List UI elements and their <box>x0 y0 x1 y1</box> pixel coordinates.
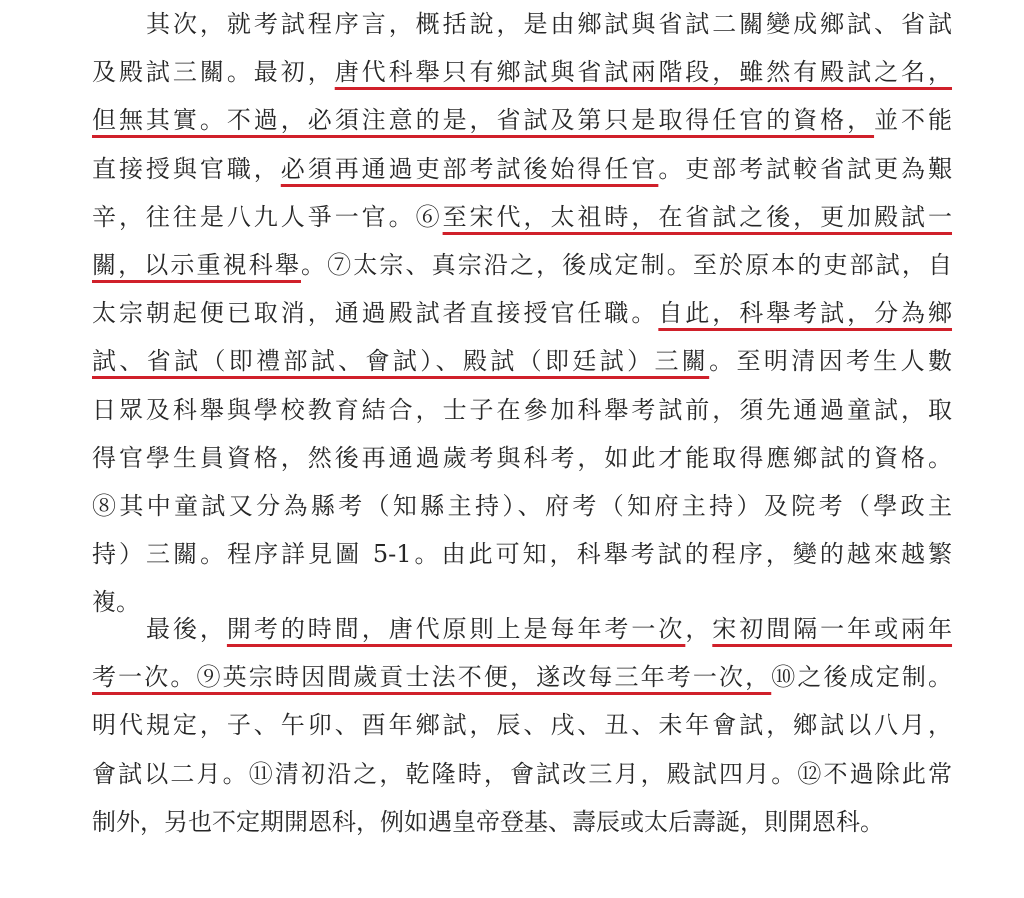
underlined-phrase: 至宋代，太祖時，在省試之後，更加殿試一 <box>442 202 953 231</box>
text-line <box>146 6 952 42</box>
text-segment: ⑩之後成定制。 <box>771 663 952 692</box>
underlined-phrase: 試、省試（即禮部試、會試）、殿試（即廷試）三關 <box>92 347 710 376</box>
text-segment: 直接授與官職， <box>92 154 281 183</box>
underlined-phrase: 關，以示重視科舉 <box>92 251 301 279</box>
text-segment: 。至明清因考生人數 <box>709 347 953 376</box>
underlined-phrase: 宋初間隔一年或兩年 <box>712 615 953 643</box>
underlined-phrase: 自此，科舉考試，分為鄉 <box>658 299 953 328</box>
text-line <box>92 151 952 187</box>
text-segment: 及殿試三關。最初， <box>92 58 335 87</box>
text-line <box>146 611 952 647</box>
text-line <box>92 199 952 235</box>
text-line <box>92 488 952 524</box>
text-line <box>92 247 952 283</box>
underlined-phrase: 考一次。⑨英宗時因間歲貢士法不便，遂改每三年考一次， <box>92 663 772 692</box>
text-segment: 太宗朝起便已取消，通過殿試者直接授官任職。 <box>92 299 659 328</box>
text-segment: 辛，往往是八九人爭一官。⑥ <box>92 202 443 231</box>
text-line <box>92 54 952 90</box>
text-segment: 持）三關。程序詳見圖 5-1。由此可知，科舉考試的程序，變的越來越繁 <box>92 540 952 569</box>
text-line <box>92 102 952 138</box>
text-segment: 制外，另也不定期開恩科，例如遇皇帝登基、壽辰或太后壽誕，則開恩科。 <box>92 807 884 836</box>
underlined-phrase: 但無其實。不過，必須注意的是，省試及第只是取得任官的資格， <box>92 106 875 135</box>
text-segment: 會試以二月。⑪清初沿之，乾隆時，會試改三月，殿試四月。⑫不過除此常 <box>92 759 952 788</box>
text-segment: 並不能 <box>874 106 952 135</box>
text-line <box>92 295 952 331</box>
text-segment: 最後， <box>146 615 227 643</box>
underlined-phrase: 唐代科舉只有鄉試與省試兩階段，雖然有殿試之名， <box>334 58 953 87</box>
underlined-phrase: 必須再通過吏部考試後始得任官 <box>280 154 659 183</box>
text-segment: ， <box>685 615 713 643</box>
text-segment: 其次，就考試程序言，概括說，是由鄉試與省試二關變成鄉試、省試 <box>146 10 952 38</box>
text-line <box>92 756 952 792</box>
text-line <box>92 659 952 695</box>
text-line <box>92 707 952 743</box>
text-line <box>92 343 952 379</box>
text-line <box>92 536 952 572</box>
text-segment: 得官學生員資格，然後再通過歲考與科考，如此才能取得應鄉試的資格。 <box>92 443 952 472</box>
text-segment: ⑧其中童試又分為縣考（知縣主持）、府考（知府主持）及院考（學政主 <box>92 492 952 520</box>
text-segment: 明代規定，子、午卯、酉年鄉試，辰、戌、丑、未年會試，鄉試以八月， <box>92 711 952 740</box>
text-line <box>92 392 952 428</box>
text-segment: 。吏部考試較省試更為艱 <box>658 154 953 183</box>
text-line <box>92 440 952 476</box>
text-line <box>92 804 952 840</box>
text-segment: 日眾及科舉與學校教育結合，士子在參加科舉考試前，須先通過童試，取 <box>92 395 952 424</box>
text-segment: 複。 <box>92 588 140 617</box>
text-segment: 。⑦太宗、真宗沿之，後成定制。至於原本的吏部試，自 <box>301 251 952 279</box>
underlined-phrase: 開考的時間，唐代原則上是每年考一次 <box>226 615 686 643</box>
